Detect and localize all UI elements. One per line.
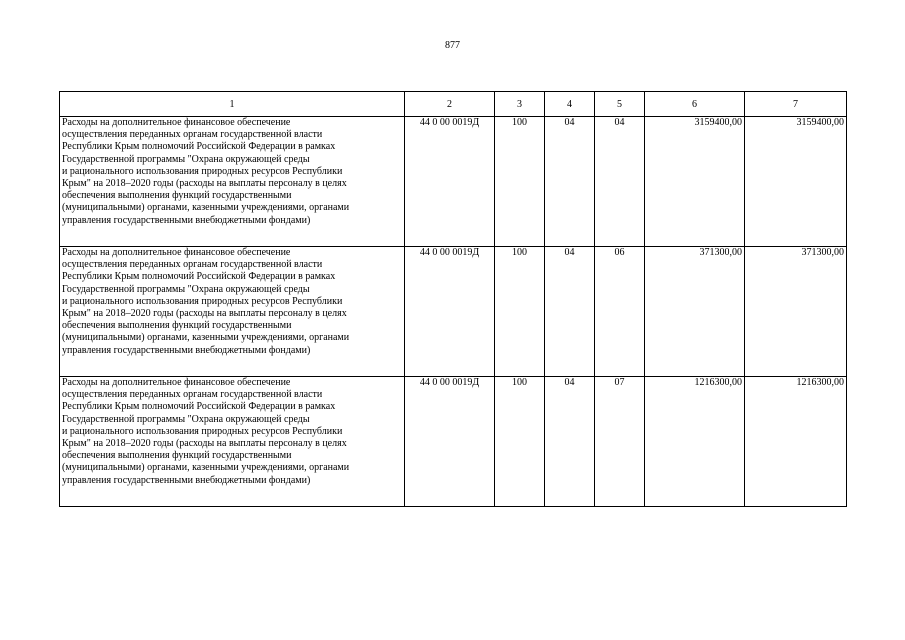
column-header: 2 — [405, 92, 495, 117]
description-line: осуществления переданных органам государственной власти — [62, 129, 323, 141]
column-header: 4 — [545, 92, 595, 117]
amount-cell: 371300,00 — [645, 247, 745, 377]
target-code-cell: 44 0 00 0019Д — [405, 117, 495, 247]
description-line: Расходы на дополнительное финансовое обеспечение — [62, 117, 291, 128]
description-line: и рационального использования природных ресурсов Республики — [62, 295, 343, 307]
expense-description — [60, 247, 405, 377]
description-line: Государственной программы "Охрана окружающей среды — [62, 413, 310, 425]
description-line: Республики Крым полномочий Российской Федерации в рамках — [62, 401, 336, 413]
description-line: Государственной программы "Охрана окружающей среды — [62, 153, 310, 165]
target-code-cell: 44 0 00 0019Д — [405, 247, 495, 377]
description-line: Государственной программы "Охрана окружающей среды — [62, 283, 310, 295]
description-line: и рационального использования природных ресурсов Республики — [62, 425, 343, 437]
subsection-cell: 07 — [595, 377, 645, 507]
description-line: управления государственными внебюджетными фондами) — [62, 214, 311, 226]
amount-cell: 371300,00 — [745, 247, 847, 377]
page-number: 877 — [445, 40, 460, 51]
table-row — [60, 247, 847, 377]
expense-type-cell: 100 — [495, 247, 545, 377]
description-line: обеспечения выполнения функций государственными — [62, 320, 292, 332]
amount-cell: 1216300,00 — [645, 377, 745, 507]
description-line: Крым" на 2018–2020 годы (расходы на выплаты персоналу в целях — [62, 178, 347, 190]
description-line: управления государственными внебюджетными фондами) — [62, 344, 311, 356]
section-cell: 04 — [545, 117, 595, 247]
description-line: Крым" на 2018–2020 годы (расходы на выплаты персоналу в целях — [62, 308, 347, 320]
description-line: осуществления переданных органам государственной власти — [62, 389, 323, 401]
description-line: Расходы на дополнительное финансовое обеспечение — [62, 377, 291, 388]
description-line: осуществления переданных органам государственной власти — [62, 259, 323, 271]
expense-type-cell: 100 — [495, 377, 545, 507]
column-header: 5 — [595, 92, 645, 117]
table-row — [60, 377, 847, 507]
amount-cell: 3159400,00 — [645, 117, 745, 247]
description-line: (муниципальными) органами, казенными учреждениями, органами — [62, 202, 350, 214]
description-line: Крым" на 2018–2020 годы (расходы на выплаты персоналу в целях — [62, 438, 347, 450]
description-line: и рационального использования природных ресурсов Республики — [62, 165, 343, 177]
header-row — [60, 92, 847, 117]
target-code-cell: 44 0 00 0019Д — [405, 377, 495, 507]
subsection-cell: 06 — [595, 247, 645, 377]
description-line: Республики Крым полномочий Российской Федерации в рамках — [62, 271, 336, 283]
column-header: 1 — [60, 92, 405, 117]
column-header: 3 — [495, 92, 545, 117]
description-line: (муниципальными) органами, казенными учреждениями, органами — [62, 462, 350, 474]
description-line: (муниципальными) органами, казенными учреждениями, органами — [62, 332, 350, 344]
section-cell: 04 — [545, 377, 595, 507]
amount-cell: 1216300,00 — [745, 377, 847, 507]
subsection-cell: 04 — [595, 117, 645, 247]
budget-table — [59, 91, 847, 507]
column-header: 7 — [745, 92, 847, 117]
description-line: обеспечения выполнения функций государственными — [62, 450, 292, 462]
description-line: обеспечения выполнения функций государственными — [62, 190, 292, 202]
description-line: Расходы на дополнительное финансовое обеспечение — [62, 247, 291, 258]
amount-cell: 3159400,00 — [745, 117, 847, 247]
column-header: 6 — [645, 92, 745, 117]
expense-type-cell: 100 — [495, 117, 545, 247]
description-line: управления государственными внебюджетными фондами) — [62, 474, 311, 486]
expense-description — [60, 117, 405, 247]
table-row — [60, 117, 847, 247]
expense-description — [60, 377, 405, 507]
description-line: Республики Крым полномочий Российской Федерации в рамках — [62, 141, 336, 153]
section-cell: 04 — [545, 247, 595, 377]
